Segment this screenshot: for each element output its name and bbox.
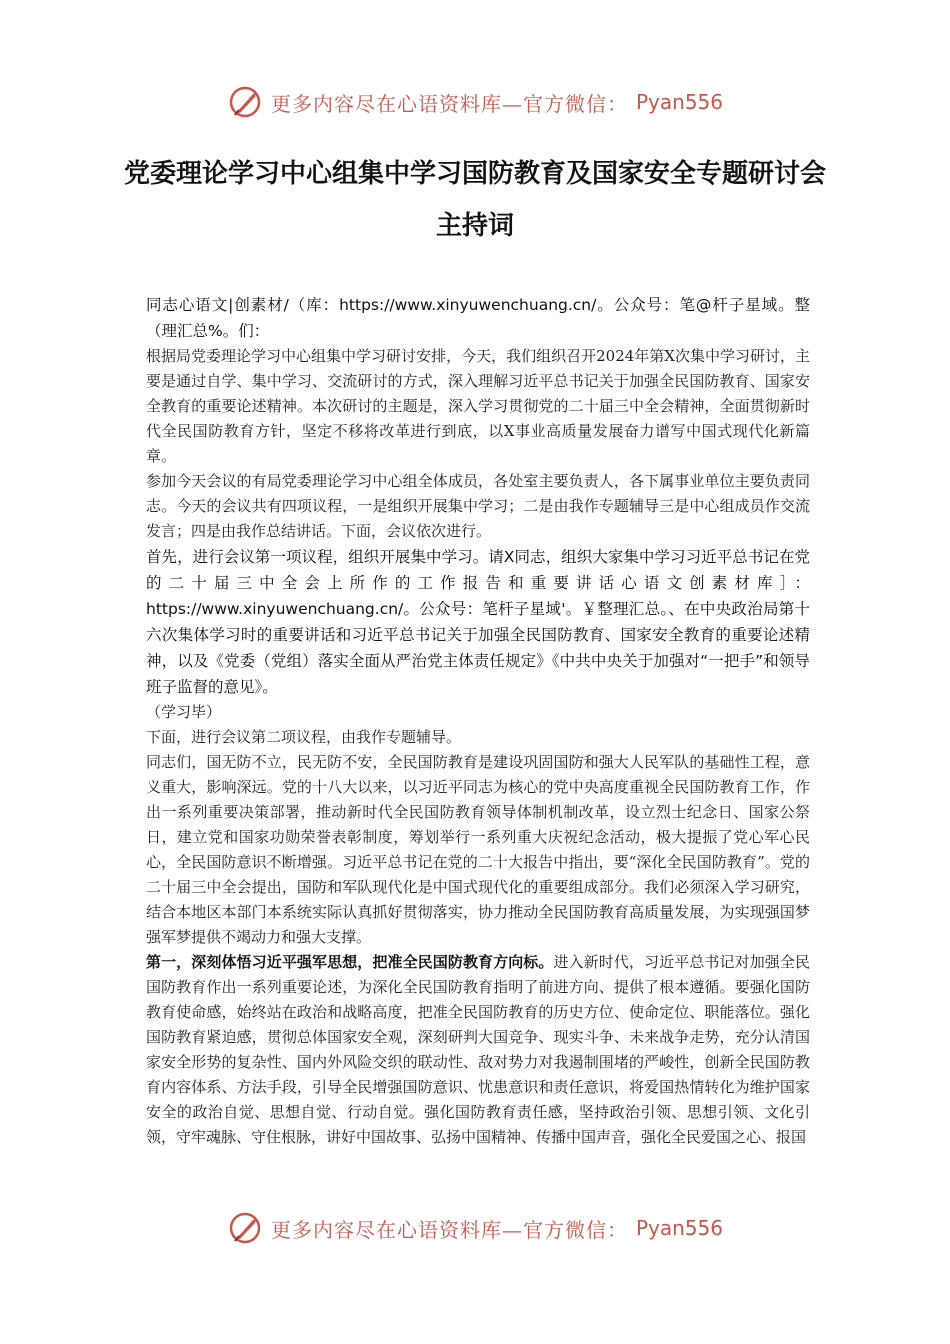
paragraph: 根据局党委理论学习中心组集中学习研讨安排，今天，我们组织召开2024年第X次集中学习研讨，主要是通过自学、集中学习、交流研讨的方式，深入理解习近平总书记关于加强全民国防教育、国家安全教育的重要论述精神。本次研讨的主题是，深入学习贯彻党的二十届三中全会精神，全面贯彻新时代全民国防教育方针，坚定不移将改革进行到底，以X事业高质量发展奋力谱写中国式现代化新篇章。 bbox=[146, 347, 810, 465]
paragraph bbox=[146, 950, 810, 1150]
paragraph: 同志们，国无防不立，民无防不安，全民国防教育是建设巩固国防和强大人民军队的基础性工程，意义重大，影响深远。党的十八大以来，以习近平同志为核心的党中央高度重视全民国防教育工作，作出一系列重要决策部署，推动新时代全民国防教育领导体制机制改革，设立烈士纪念日、国家公祭日，建立党和国家功勋荣誉表彰制度，筹划举行一系列重大庆祝纪念活动，极大提振了党心军心民心，全民国防意识不断增强。习近平总书记在党的二十大报告中指出，要“深化全民国防教育”。党的二十届三中全会提出，国防和军队现代化是中国式现代化的重要组成部分。我们必须深入学习研究，结合本地区本部门本系统实际认真抓好贯彻落实，协力推动全民国防教育高质量发展，为实现强国梦强军梦提供不竭动力和强大支撑。 bbox=[146, 753, 810, 946]
footer-banner bbox=[0, 1206, 950, 1250]
banner-wechat-id: Pyan556 bbox=[635, 1216, 723, 1240]
banner-text: 更多内容尽在心语资料库—官方微信： bbox=[270, 91, 628, 116]
banner-wechat-id: Pyan556 bbox=[635, 90, 723, 114]
paragraph: 同志心语文|创素材/（库：https://www.xinyuwenchuang.cn/。公众号：笔@杆子星域。整（理汇总%。们： bbox=[146, 296, 810, 340]
paragraph-lead: 第一，深刻体悟习近平强军思想，把准全民国防教育方向标。 bbox=[146, 953, 554, 971]
paragraph: （学习毕） bbox=[146, 703, 222, 721]
document-body bbox=[146, 292, 810, 1150]
paragraph: 下面，进行会议第二项议程，由我作专题辅导。 bbox=[146, 728, 462, 746]
paragraph: 参加今天会议的有局党委理论学习中心组全体成员，各处室主要负责人，各下属事业单位主要负责同志。今天的会议共有四项议程，一是组织开展集中学习；二是由我作专题辅导三是中心组成员作交流发言；四是由我作总结讲话。下面，会议依次进行。 bbox=[146, 472, 810, 540]
document-title: 党委理论学习中心组集中学习国防教育及国家安全专题研讨会主持词 bbox=[123, 159, 826, 241]
header-banner bbox=[0, 80, 950, 124]
quill-logo-icon bbox=[227, 1210, 263, 1246]
paragraph: 首先，进行会议第一项议程，组织开展集中学习。请X同志，组织大家集中学习习近平总书记在党的二十届三中全会上所作的工作报告和重要讲话心语文创素材库］：https://www.xinyuwenchuang.cn/。公众号：笔杆子星域'。￥整理汇总。、在中央政治局第十六次集体学习时的重要讲话和习近平总书记关于加强全民国防教育、国家安全教育的重要论述精神，以及《党委（党组）落实全面从严治党主体责任规定》《中共中央关于加强对“一把手”和领导班子监督的意见》。 bbox=[146, 548, 810, 696]
paragraph-text: 进入新时代，习近平总书记对加强全民国防教育作出一系列重要论述，为深化全民国防教育指明了前进方向、提供了根本遵循。要强化国防教育使命感，始终站在政治和战略高度，把准全民国防教育的历史方位、使命定位、职能落位。强化国防教育紧迫感，贯彻总体国家安全观，深刻研判大国竞争、现实斗争、未来战争走势，充分认清国家安全形势的复杂性、国内外风险交织的联动性、敌对势力对我遏制围堵的严峻性，创新全民国防教育内容体系、方法手段，引导全民增强国防意识、忧患意识和责任意识，将爱国热情转化为维护国家安全的政治自觉、思想自觉、行动自觉。强化国防教育责任感，坚持政治引领、思想引领、文化引领，守牢魂脉、守住根脉，讲好中国故事、弘扬中国精神、传播中国声音，强化全民爱国之心、报国 bbox=[146, 953, 810, 1146]
quill-logo-icon bbox=[227, 84, 263, 120]
banner-text: 更多内容尽在心语资料库—官方微信： bbox=[270, 1217, 628, 1242]
